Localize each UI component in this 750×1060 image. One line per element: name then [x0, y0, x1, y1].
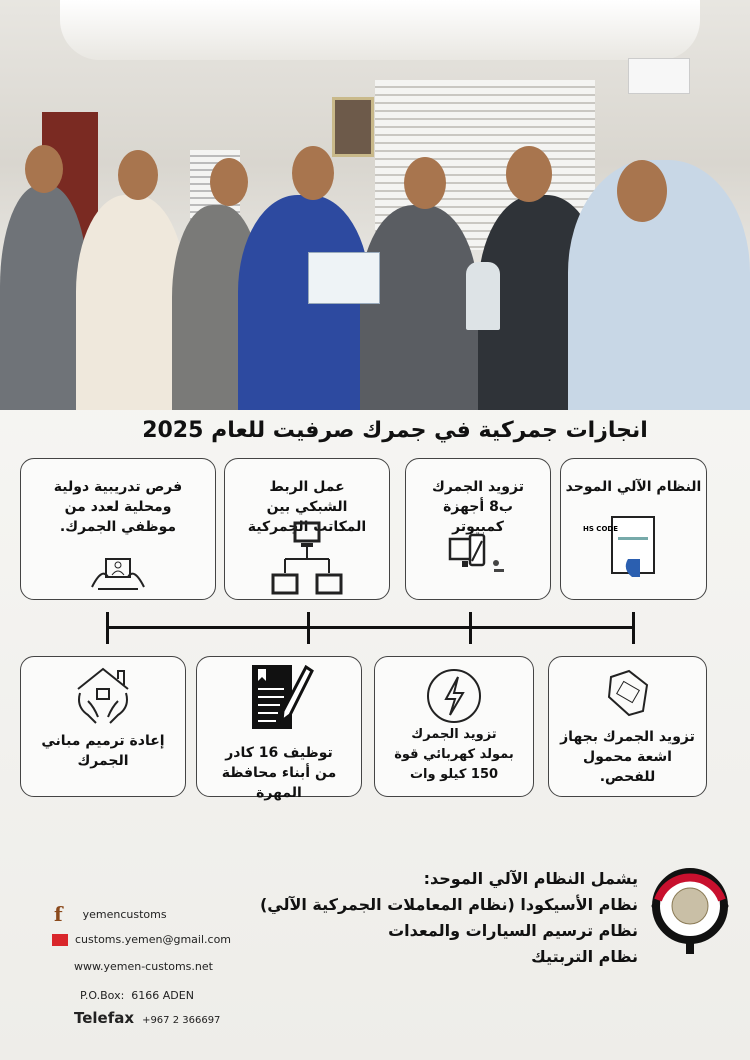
timeline-tick — [469, 612, 472, 644]
email-address: customs.yemen@gmail.com — [75, 933, 232, 946]
achievement-text: توظيف 16 كادر من أبناء محافظة المهرة — [221, 745, 337, 801]
website-link[interactable]: www.yemen-customs.net — [74, 960, 213, 973]
wall-portrait — [332, 97, 374, 157]
achievement-hiring — [196, 656, 362, 801]
achievement-text: النظام الآلي الموحد — [565, 479, 702, 495]
email-icon — [52, 934, 68, 946]
facebook-handle: yemencustoms — [82, 907, 167, 921]
system-info — [260, 866, 638, 970]
computer-devices-icon — [448, 533, 508, 581]
achievement-training — [20, 458, 216, 600]
plaque — [466, 262, 500, 330]
hs-code-label: HS CODE — [582, 525, 618, 533]
document-pen-icon — [244, 663, 314, 737]
achievement-text: تزويد الجمرك بمولد كهربائي قوة 150 كيلو وات — [394, 727, 514, 782]
timeline-tick — [106, 612, 109, 644]
timeline-tick — [307, 612, 310, 644]
achievement-text: تزويد الجمرك بجهاز اشعة محمول للفحص. — [560, 729, 695, 785]
header-photo — [0, 0, 750, 410]
achievement-generator — [374, 656, 534, 797]
xray-scanner-icon — [603, 667, 653, 725]
achievement-renovation — [20, 656, 186, 797]
pobox: P.O.Box: 6166 ADEN — [80, 989, 194, 1002]
lightning-icon — [425, 667, 483, 731]
telefax: Telefax +967 2 366697 — [74, 1009, 221, 1027]
certificate — [308, 252, 380, 304]
facebook-link[interactable] — [54, 902, 167, 926]
hs-code-document-icon — [582, 515, 658, 577]
achievement-networking — [224, 458, 390, 600]
achievement-xray — [548, 656, 707, 797]
system-item: نظام الأسيكودا (نظام المعاملات الجمركية الآلي) — [259, 895, 638, 914]
achievement-computers — [405, 458, 551, 600]
timeline-tick — [632, 612, 635, 644]
system-info-heading: يشمل النظام الآلي الموحد: — [423, 869, 638, 888]
email-link[interactable] — [52, 933, 231, 946]
page-title: انجازات جمركية في جمرك صرفيت للعام 2025 — [142, 418, 648, 443]
network-icon — [267, 521, 347, 607]
achievement-text: فرص تدريبية دولية ومحلية لعدد من موظفي الجمرك. — [53, 479, 183, 535]
system-item: نظام التربتيك — [531, 947, 638, 966]
achievement-text: عمل الربط الشبكي بين المكاتب الجمركية — [247, 479, 367, 535]
house-hands-icon — [72, 665, 134, 733]
training-icon — [88, 553, 148, 599]
achievement-text: إعادة ترميم مباني الجمرك — [41, 733, 165, 769]
yemen-customs-logo — [648, 866, 732, 956]
timeline-line — [107, 626, 634, 629]
achievement-unified-system — [560, 458, 707, 600]
system-item: نظام ترسيم السيارات والمعدات — [388, 921, 638, 940]
facebook-icon: f — [54, 902, 63, 926]
achievement-text: تزويد الجمرك ب8 أجهزة كمبيوتر — [432, 479, 524, 535]
